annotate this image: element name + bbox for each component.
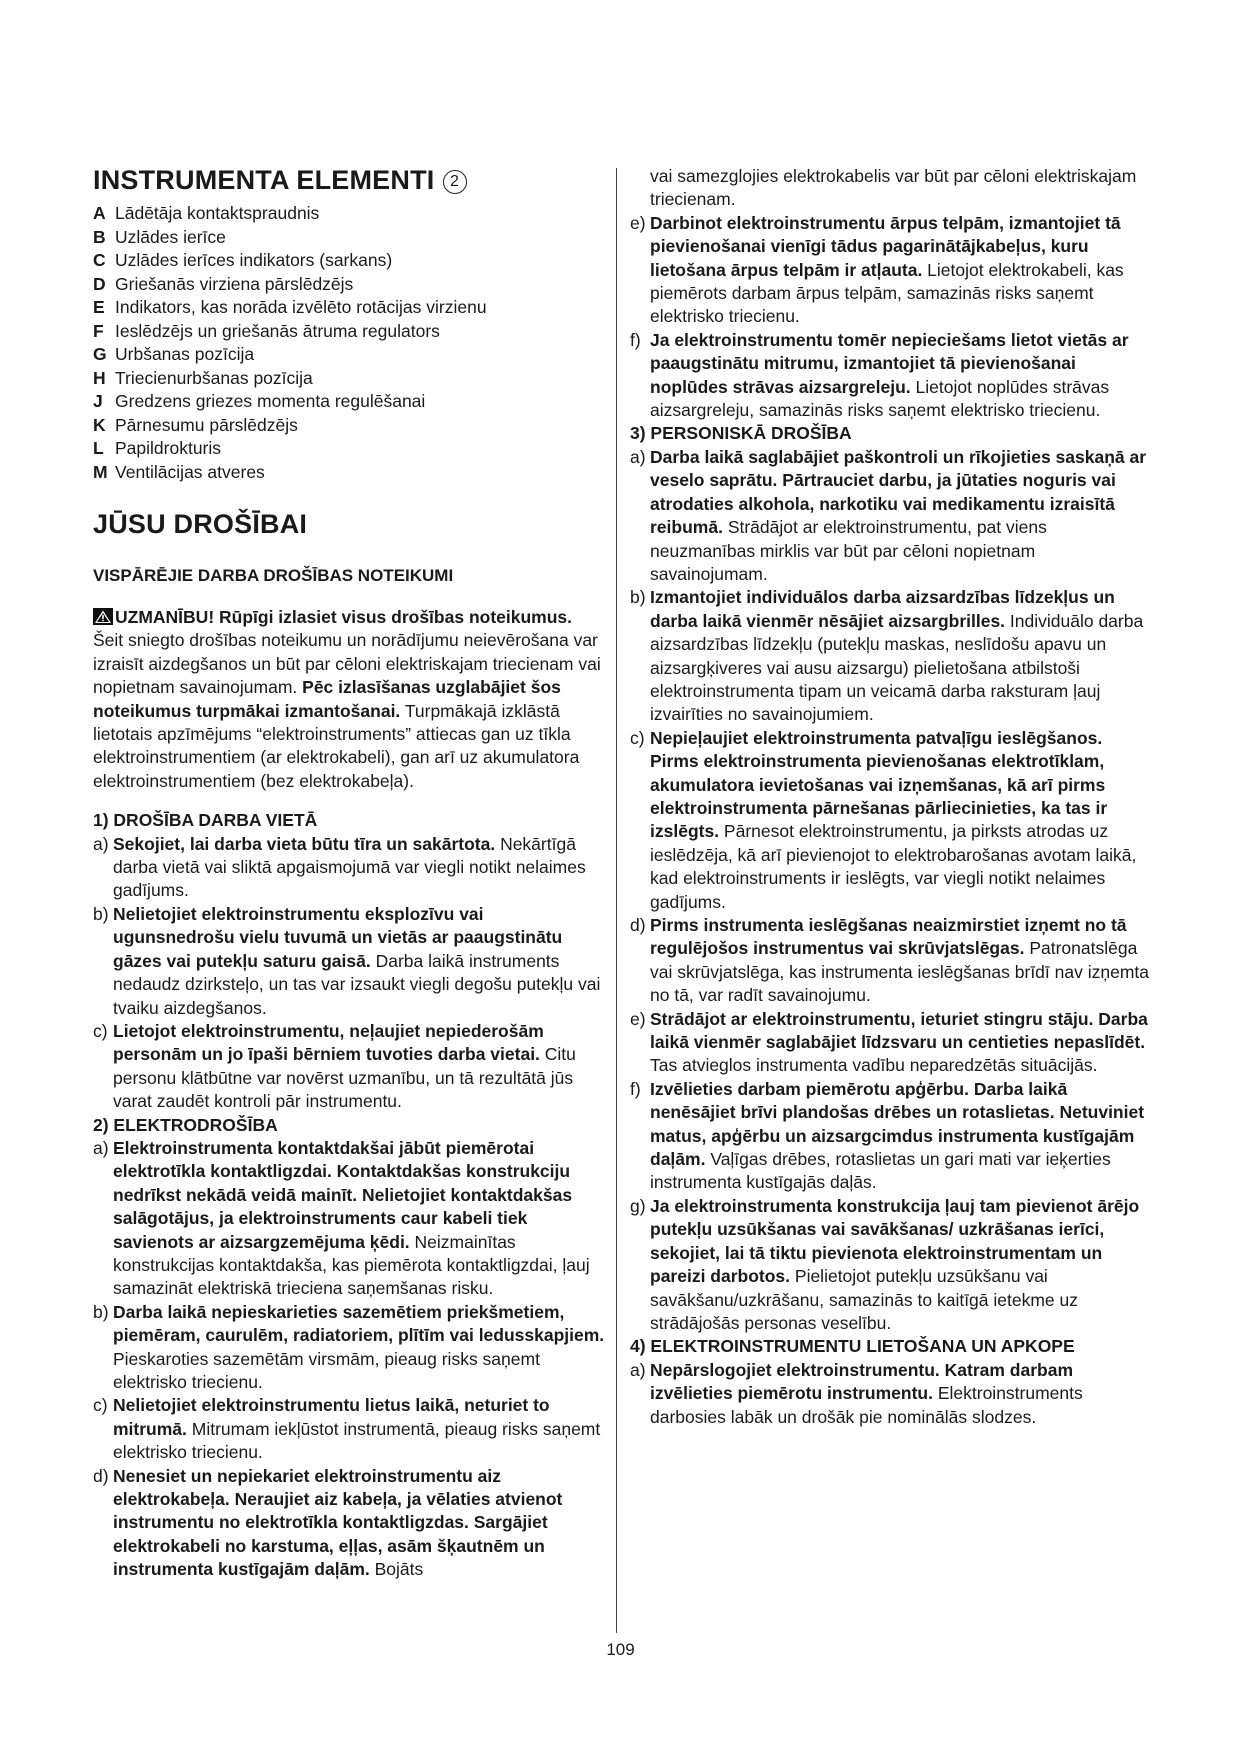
rule-item — [630, 446, 1150, 586]
rule-text: Lietojot elektrokabeli, kas piemērots darbam ārpus telpām, samazinās risks saņemt elektrisko triecienu. — [650, 259, 1124, 327]
item-marker: a) — [630, 446, 646, 467]
item-label: Lādētāja kontaktspraudnis — [115, 203, 320, 223]
rule-text: Tas atvieglos instrumenta vadību neparedzētās situācijās. — [650, 1055, 1098, 1076]
item-marker: a) — [630, 1359, 646, 1380]
rule-text: Pielietojot putekļu uzsūkšanu vai savākšanu/uzkrāšanu, samazinās to kaitīgā ietekme uz strādājošās personas veselību. — [650, 1266, 1078, 1333]
item-label: Ieslēdzējs un griešanās ātruma regulators — [115, 320, 440, 341]
warning-paragraph — [93, 606, 605, 793]
rule-item — [630, 1359, 1150, 1429]
list-item — [93, 367, 605, 391]
item-marker: c) — [93, 1395, 108, 1416]
item-key: J — [93, 391, 103, 411]
rule-item — [93, 1394, 605, 1464]
rule-bold: Strādājot ar elektroinstrumentu, ieturiet stingru stāju. Darba laikā vienmēr saglabājiet līdzsvaru un centieties nepaslīdēt. — [650, 1008, 1148, 1053]
rule-bold: Izmantojiet individuālos darba aizsardzības līdzekļus un darba laikā vienmēr nēsājiet aizsargbrilles. — [650, 587, 1115, 631]
section-title-instrument-elements — [93, 162, 605, 198]
rule-text: Mitrumam iekļūstot instrumentā, pieaug risks saņemt elektrisko triecienu. — [113, 1418, 601, 1463]
rule-bold: Ja elektroinstrumenta konstrukcija ļauj tam pievienot ārējo putekļu uzsūkšanas vai savākšanas/ uzkrāšanas ierīci, sekojiet, lai tā tiktu pievienota elektroinstrumentam un pareizi darbotos. — [650, 1195, 1140, 1287]
rule-text: Neizmainītas konstrukcijas kontaktdakša, kas piemērota kontaktligzdai, ļauj samazināt elektriskā trieciena saņemšanas risku. — [113, 1231, 590, 1299]
rule-bold: Izvēlieties darbam piemērotu apģērbu. Darba laikā nenēsājiet brīvi plandošas drēbes un rotaslietas. Netuviniet matus, apģērbu un aizsargcimdus instrumenta kustīgajām daļām. — [650, 1078, 1145, 1170]
list-item — [93, 343, 605, 367]
section-heading-tool-use-care: 4) ELEKTROINSTRUMENTU LIETOŠANA UN APKOPE — [630, 1336, 1075, 1357]
warning-icon — [93, 608, 113, 625]
rule-bold: Nelietojiet elektroinstrumentu eksplozīvu vai ugunsnedrošu vielu tuvumā un vietās ar paaugstinātu gāzes vai putekļu saturu gaisā. — [113, 903, 563, 971]
rule-text: Nekārtīgā darba vietā vai sliktā apgaismojumā var viegli notikt nelaimes gadījums. — [113, 833, 586, 901]
left-column — [93, 162, 605, 1582]
warning-bold-text: UZMANĪBU! Rūpīgi izlasiet visus drošības noteikumus. — [115, 607, 573, 627]
rule-item — [630, 212, 1150, 329]
item-marker: e) — [630, 1008, 646, 1029]
item-key: B — [93, 226, 106, 247]
item-marker: c) — [630, 727, 645, 748]
item-marker: f) — [630, 329, 641, 350]
rule-item — [93, 1301, 605, 1395]
rule-item — [630, 1195, 1150, 1335]
rule-item — [630, 1078, 1150, 1195]
rule-item — [630, 914, 1150, 1008]
item-marker: b) — [93, 1301, 109, 1322]
item-label: Papildrokturis — [115, 438, 222, 458]
item-marker: d) — [93, 1465, 109, 1486]
item-label: Urbšanas pozīcija — [115, 344, 255, 364]
item-label: Griešanās virziena pārslēdzējs — [115, 273, 354, 294]
section-heading-electrical-safety: 2) ELEKTRODROŠĪBA — [93, 1114, 278, 1135]
item-marker: e) — [630, 212, 646, 233]
item-key: D — [93, 273, 106, 294]
item-marker: a) — [93, 1137, 109, 1158]
item-marker: b) — [630, 587, 646, 608]
item-label: Uzlādes ierīce — [115, 226, 226, 247]
rule-bold: Nepieļaujiet elektroinstrumenta patvaļīgu ieslēgšanos. Pirms elektroinstrumenta pievienošanas elektrotīklam, akumulatora ievietošanas vai izņemšanas, kā arī pirms elektroinstrumenta pārnešanas pārliecinieties, ka tas ir izslēgts. — [650, 727, 1108, 842]
item-label: Ventilācijas atveres — [115, 461, 265, 482]
rule-text: Pārnesot elektroinstrumentu, ja pirksts atrodas uz ieslēdzēja, kā arī pievienojot to elektrobarošanas avotam laikā, kad elektroinstruments ir ieslēgts, var viegli notikt nelaimes gadījums. — [650, 821, 1137, 912]
warning-bold-text-2: Pēc izlasīšanas uzglabājiet šos noteikumus turpmākai izmantošanai. — [93, 677, 561, 721]
rule-text: Elektroinstruments darbosies labāk un drošāk pie nominālās slodzes. — [650, 1383, 1083, 1427]
item-key: K — [93, 414, 106, 435]
rule-item — [630, 1008, 1150, 1078]
figure-ref-badge: 2 — [443, 170, 467, 194]
title-text: INSTRUMENTA ELEMENTI — [93, 165, 435, 195]
rule-text: Individuālo darba aizsardzības līdzekļu (putekļu maskas, neslīdošu apavu un aizsargķiveres vai ausu aizsargu) pielietošana atbilstoši elektroinstrumenta tipam un veicamā darba raksturam ļauj izvairīties no savainojumiem. — [650, 610, 1144, 725]
item-label: Uzlādes ierīces indikators (sarkans) — [115, 250, 393, 270]
rule-item — [93, 833, 605, 903]
item-key: C — [93, 250, 106, 270]
item-key: G — [93, 344, 107, 364]
item-key: F — [93, 320, 104, 341]
rule-bold: Darba laikā nepieskarieties sazemētiem priekšmetiem, piemēram, caurulēm, radiatoriem, plītīm vai ledusskapjiem. — [113, 1301, 605, 1346]
item-label: Indikators, kas norāda izvēlēto rotācijas virzienu — [115, 297, 487, 317]
list-item — [93, 226, 605, 250]
rule-text: Vaļīgas drēbes, rotaslietas un gari mati var ieķerties instrumenta kustīgajās daļās. — [650, 1149, 1111, 1193]
subsection-title-general-rules: VISPĀRĒJIE DARBA DROŠĪBAS NOTEIKUMI — [93, 566, 454, 585]
rule-text: Patronatslēga vai skrūvjatslēga, kas instrumenta ieslēgšanas brīdī nav izņemta no tā, var radīt savainojumu. — [650, 938, 1149, 1006]
item-marker: g) — [630, 1195, 646, 1216]
rule-item — [630, 727, 1150, 914]
rule-text: Darba laikā instruments nedaudz dzirksteļo, un tas var izsaukt viegli degošu putekļu vai tvaiku aizdegšanos. — [113, 950, 601, 1018]
item-key: E — [93, 297, 105, 317]
rule-bold: Lietojot elektroinstrumentu, neļaujiet nepiederošām personām un jo īpaši bērniem tuvoties darba vietai. — [113, 1020, 544, 1065]
continued-text: vai samezglojies elektrokabelis var būt par cēloni elektriskajam triecienam. — [650, 166, 1137, 210]
rule-bold: Nelietojiet elektroinstrumentu lietus laikā, neturiet to mitrumā. — [113, 1395, 550, 1439]
item-key: H — [93, 367, 106, 388]
list-item — [93, 390, 605, 414]
item-label: Gredzens griezes momenta regulēšanai — [115, 391, 426, 411]
rule-bold: Darba laikā saglabājiet paškontroli un rīkojieties saskaņā ar veselo saprātu. Pārtrauciet darbu, ja jūtaties noguris vai atrodaties alkohola, narkotiku vai medikamentu izraisītā reibumā. — [650, 446, 1147, 538]
rule-text: Strādājot ar elektroinstrumentu, pat viens neuzmanības mirklis var būt par cēloni nopietnam savainojumam. — [650, 517, 1047, 584]
rule-item — [93, 903, 605, 1020]
rule-text: Pieskaroties sazemētām virsmām, pieaug risks saņemt elektrisko triecienu. — [113, 1348, 540, 1392]
rule-item — [93, 1020, 605, 1114]
item-marker: c) — [93, 1020, 108, 1041]
section-heading-work-area: 1) DROŠĪBA DARBA VIETĀ — [93, 810, 318, 831]
section-heading-personal-safety: 3) PERSONISKĀ DROŠĪBA — [630, 423, 852, 444]
rule-bold: Ja elektroinstrumentu tomēr nepieciešams lietot vietās ar paaugstinātu mitrumu, izmantojiet tā pievienošanai noplūdes strāvas aizsargreleju. — [650, 329, 1129, 397]
item-key: L — [93, 438, 104, 458]
item-marker: f) — [630, 1078, 641, 1099]
list-item — [93, 249, 605, 273]
rule-bold: Darbinot elektroinstrumentu ārpus telpām, izmantojiet tā pievienošanai vienīgi tādus pagarinātājkabeļus, kuru lietošana ārpus telpām ir atļauta. — [650, 212, 1121, 280]
warning-text-2: Turpmākajā izklāstā lietotais apzīmējums “elektroinstruments” attiecas gan uz tīkla elektroinstrumentiem (ar elektrokabeli), gan arī uz akumulatora elektroinstrumentiem (bez elektrokabeļa). — [93, 700, 580, 791]
rule-item — [630, 329, 1150, 423]
page-number: 109 — [606, 1640, 635, 1659]
item-marker: d) — [630, 915, 646, 935]
rule-item — [93, 1137, 605, 1301]
rule-item — [93, 1465, 605, 1582]
item-label: Triecienurbšanas pozīcija — [115, 367, 313, 388]
rule-item — [630, 586, 1150, 726]
item-key: M — [93, 461, 108, 482]
column-divider — [616, 168, 617, 1633]
rule-text: Bojāts — [369, 1559, 424, 1580]
item-marker: b) — [93, 903, 109, 924]
list-item — [93, 461, 605, 485]
rule-text: Citu personu klātbūtne var novērst uzmanību, un tā rezultātā jūs varat zaudēt kontroli pār instrumentu. — [113, 1044, 576, 1112]
list-item — [93, 320, 605, 344]
rule-bold: Nenesiet un nepiekariet elektroinstrumentu aiz elektrokabeļa. Neraujiet aiz kabeļa, ja vēlaties atvienot instrumentu no elektrotīkla kontaktligzdas. Sargājiet elektrokabeli no karstuma, eļļas, asām šķautnēm un instrumenta kustīgajām daļām. — [113, 1465, 563, 1580]
right-column — [630, 165, 1150, 1429]
parts-list — [93, 202, 605, 484]
list-item — [93, 437, 605, 461]
list-item — [93, 273, 605, 297]
rule-bold: Sekojiet, lai darba vieta būtu tīra un sakārtota. — [113, 833, 496, 854]
section-title-your-safety: JŪSU DROŠĪBAI — [93, 509, 308, 539]
item-marker: a) — [93, 833, 109, 854]
item-key: A — [93, 203, 106, 223]
list-item — [93, 296, 605, 320]
warning-text: Šeit sniegto drošības noteikumu un norādījumu neievērošana var izraisīt aizdegšanos un būt par cēloni elektriskajam triecienam vai nopietnam savainojumam. — [93, 630, 601, 698]
item-label: Pārnesumu pārslēdzējs — [115, 414, 298, 435]
rule-bold: Pirms instrumenta ieslēgšanas neaizmirstiet izņemt no tā regulējošos instrumentus vai skrūvjatslēgas. — [650, 915, 1127, 959]
list-item — [93, 202, 605, 226]
list-item — [93, 414, 605, 438]
rule-bold: Nepārslogojiet elektroinstrumentu. Katram darbam izvēlieties piemērotu instrumentu. — [650, 1359, 1074, 1404]
rule-bold: Elektroinstrumenta kontaktdakšai jābūt piemērotai elektrotīkla kontaktligzdai. Kontaktdakšas konstrukciju nedrīkst nekādā veidā mainīt. Nelietojiet kontaktdakšas salāgotājus, ja elektroinstruments caur kabeli tiek savienots ar aizsargzemējuma ķēdi. — [113, 1137, 573, 1252]
rule-text: Lietojot noplūdes strāvas aizsargreleju, samazinās risks saņemt elektrisko triecienu. — [650, 376, 1110, 421]
